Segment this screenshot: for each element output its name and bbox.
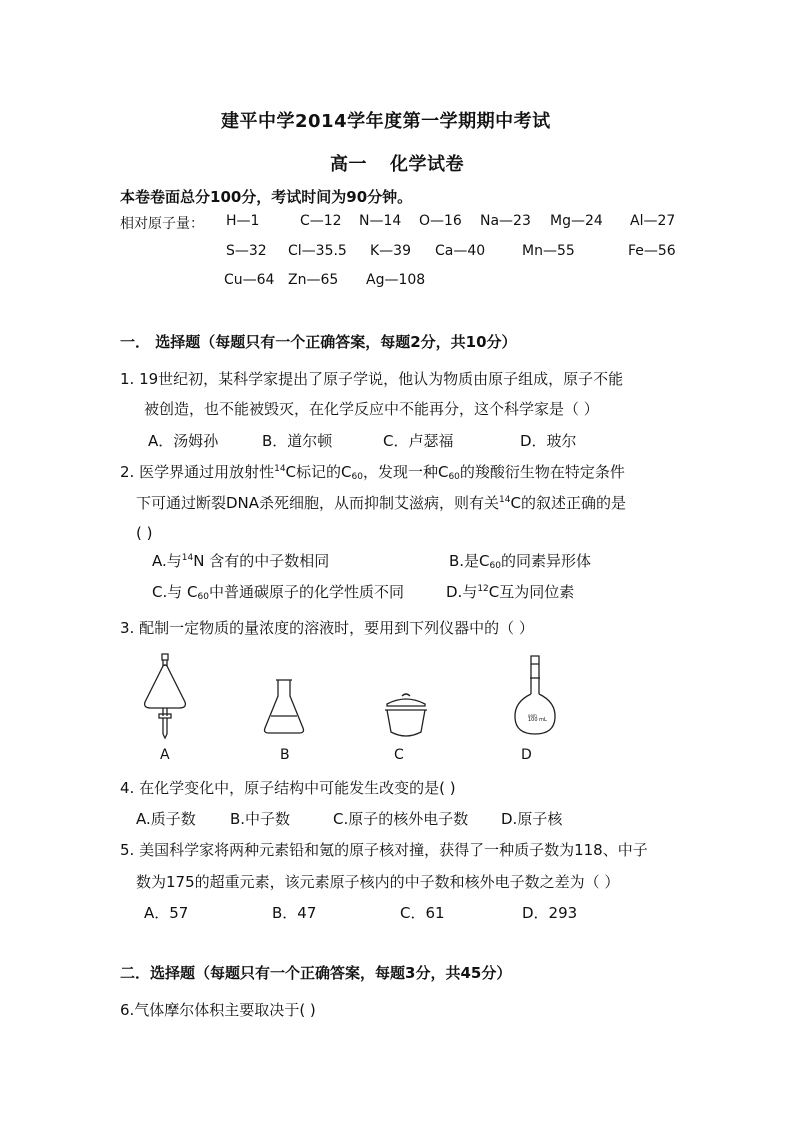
q5-option-a: A．57 (144, 904, 189, 922)
q2-line2 (136, 492, 626, 513)
q2-l2-a: 下可通过断裂DNA杀死细胞，从而抑制艾滋病，则有关 (136, 494, 500, 512)
q4-text: 4. 在化学变化中，原子结构中可能发生改变的是( ) (120, 779, 456, 797)
q2-l1-sub2: 60 (448, 472, 460, 482)
q2-opta-a: A.与 (152, 552, 182, 570)
q2-optd-a: D.与 (446, 583, 478, 601)
q2-l1-d: 的羧酸衍生物在特定条件 (459, 463, 625, 481)
q4-option-b: B.中子数 (230, 810, 291, 828)
volumetric-flask-drawing (510, 654, 560, 740)
q2-l1-sub: 60 (351, 472, 363, 482)
q2-l2-b: C的叙述正确的是 (510, 494, 626, 512)
mass-fe: Fe—56 (628, 243, 676, 259)
q2-l1-a: 2. 医学界通过用放射性 (120, 463, 275, 481)
q3-text: 3. 配制一定物质的量浓度的溶液时，要用到下列仪器中的（ ） (120, 619, 534, 637)
q2-optd-b: C互为同位素 (488, 583, 575, 601)
apparatus-label-d: D (521, 747, 532, 763)
q2-option-c (152, 581, 404, 602)
q1-line1: 1. 19世纪初，某科学家提出了原子学说，他认为物质由原子组成，原子不能 (120, 370, 624, 388)
conical-flask-drawing (259, 678, 309, 738)
q4-option-a: A.质子数 (136, 810, 196, 828)
section1-title: 一． 选择题（每题只有一个正确答案，每题2分，共10分） (120, 333, 517, 351)
q1-option-d: D．玻尔 (520, 432, 577, 450)
q5-line2: 数为175的超重元素，该元素原子核内的中子数和核外电子数之差为（ ） (136, 873, 620, 891)
q2-optb-sub: 60 (489, 561, 501, 571)
q2-option-d (446, 581, 574, 602)
q2-optc-sub: 60 (197, 592, 209, 602)
mass-ag: Ag—108 (366, 272, 426, 288)
q2-optb-a: B.是C (449, 552, 490, 570)
q2-optb-b: 的同素异形体 (501, 552, 592, 570)
separatory-funnel-drawing (135, 650, 195, 740)
apparatus-label-b: B (280, 747, 290, 763)
section2-title: 二．选择题（每题只有一个正确答案，每题3分，共45分） (120, 964, 512, 982)
q2-line1 (120, 461, 625, 482)
q5-line1: 5. 美国科学家将两种元素铅和氪的原子核对撞，获得了一种质子数为118、中子 (120, 841, 648, 859)
apparatus-label-a: A (160, 747, 170, 763)
mass-cl: Cl—35.5 (288, 243, 347, 259)
q2-l1-b: C标记的C (285, 463, 352, 481)
mass-zn: Zn—65 (288, 272, 339, 288)
q2-l2-sup: 14 (499, 495, 511, 505)
q6-text: 6.气体摩尔体积主要取决于( ) (120, 1001, 316, 1019)
q5-option-c: C．61 (400, 904, 445, 922)
mass-c: C—12 (300, 213, 342, 229)
q5-option-b: B．47 (272, 904, 317, 922)
q2-option-b (449, 550, 591, 571)
q1-line2: 被创造，也不能被毁灭，在化学反应中不能再分，这个科学家是（ ） (144, 400, 599, 418)
mass-mg: Mg—24 (550, 213, 603, 229)
exam-subtitle-grade: 高一 (330, 154, 367, 175)
mass-al: Al—27 (630, 213, 676, 229)
q1-option-c: C．卢瑟福 (383, 432, 454, 450)
q2-opta-sup: 14 (181, 553, 194, 563)
q2-optc-a: C.与 C (152, 583, 198, 601)
mass-cu: Cu—64 (224, 272, 275, 288)
mass-n: N—14 (359, 213, 402, 229)
q5-option-d: D．293 (522, 904, 578, 922)
exam-subtitle-subject: 化学试卷 (390, 154, 464, 175)
q1-option-b: B．道尔顿 (262, 432, 333, 450)
apparatus-label-c: C (394, 747, 404, 763)
q2-option-a (152, 550, 329, 571)
q4-option-c: C.原子的核外电子数 (333, 810, 469, 828)
mass-o: O—16 (419, 213, 462, 229)
mass-k: K—39 (370, 243, 411, 259)
mass-na: Na—23 (480, 213, 531, 229)
exam-title: 建平中学2014学年度第一学期期中考试 (221, 111, 551, 132)
q2-opta-b: N 含有的中子数相同 (193, 552, 330, 570)
q2-l1-c: ，发现一种C (362, 463, 449, 481)
flask-mark-top: oom (528, 713, 537, 718)
exam-info: 本卷卷面总分100分，考试时间为90分钟。 (120, 188, 413, 206)
crucible-drawing (381, 692, 431, 742)
q2-l1-sup: 14 (274, 464, 286, 474)
mass-label: 相对原子量： (120, 216, 204, 232)
q2-optc-b: 中普通碳原子的化学性质不同 (208, 583, 404, 601)
q4-option-d: D.原子核 (501, 810, 563, 828)
mass-ca: Ca—40 (435, 243, 486, 259)
q1-option-a: A．汤姆孙 (148, 432, 219, 450)
q2-line3: ( ) (136, 524, 153, 542)
mass-s: S—32 (226, 243, 267, 259)
flask-volume-mark: 100 mL (528, 717, 547, 723)
mass-mn: Mn—55 (522, 243, 575, 259)
q2-optd-sup: 12 (477, 584, 489, 594)
mass-h: H—1 (226, 213, 260, 229)
